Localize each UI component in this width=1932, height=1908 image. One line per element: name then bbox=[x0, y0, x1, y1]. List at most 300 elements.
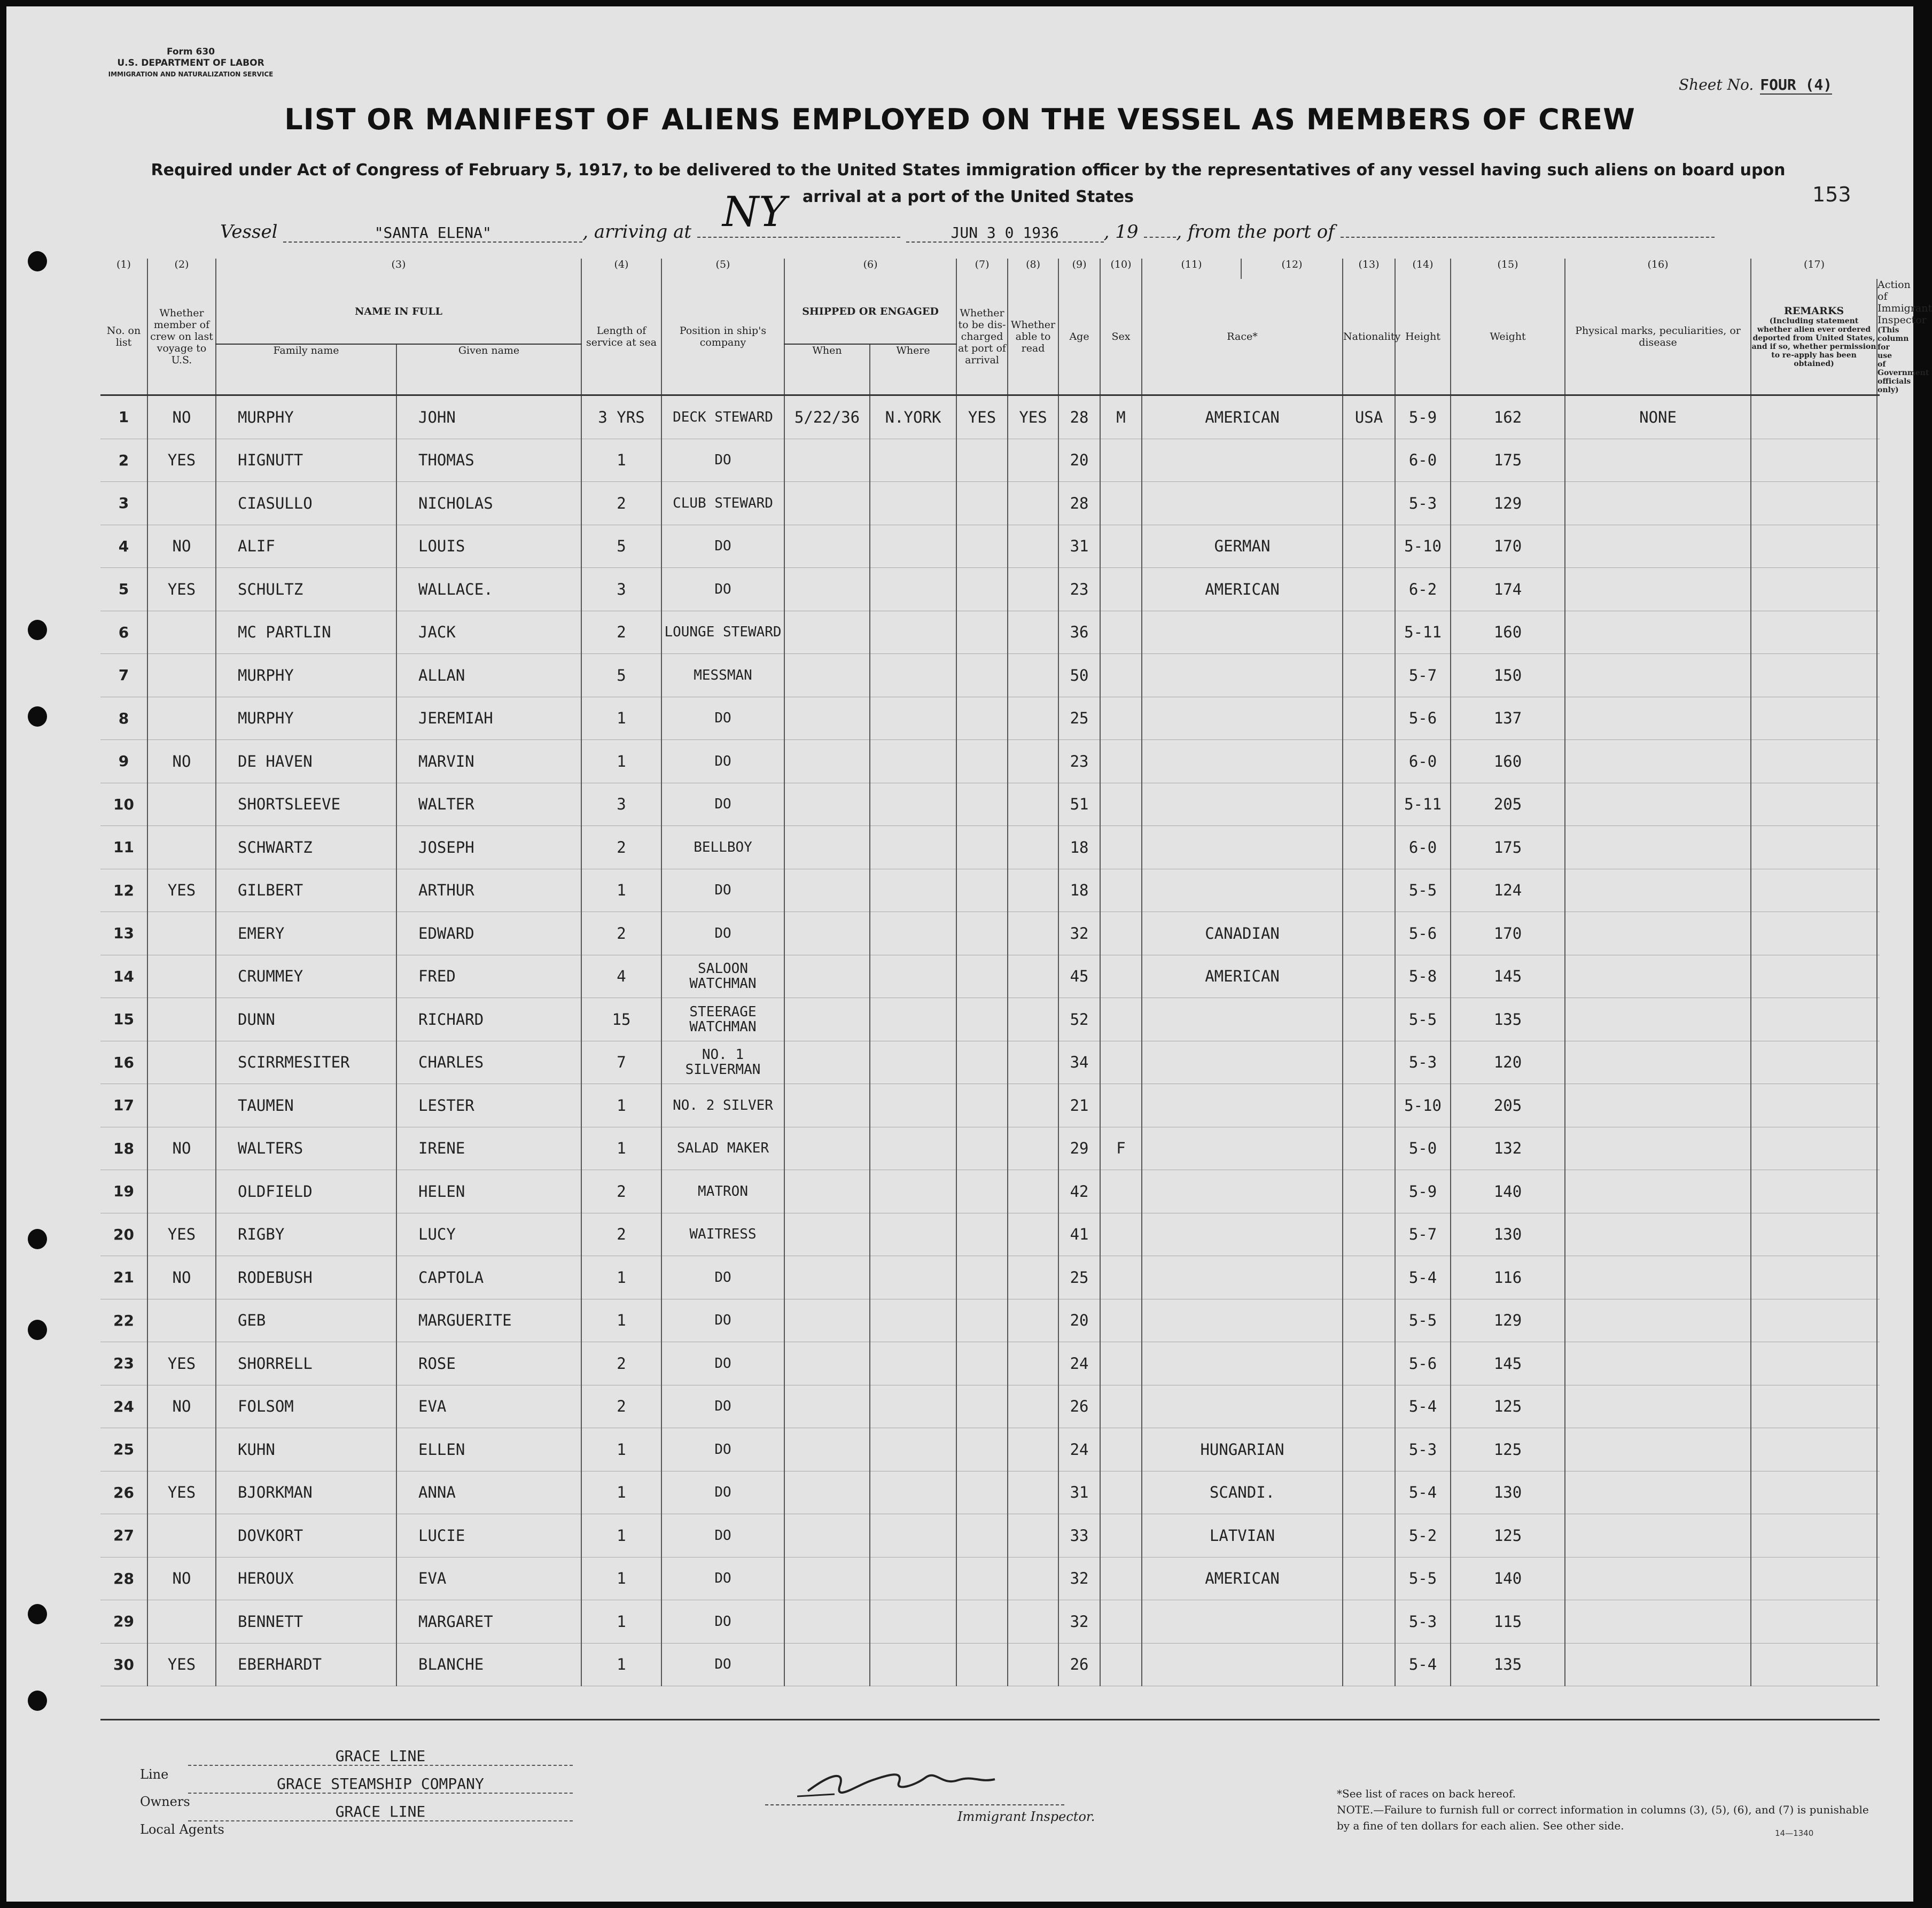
table-row bbox=[100, 1127, 1880, 1170]
weight-cell: 150 bbox=[1451, 654, 1565, 697]
position-cell: DO bbox=[661, 439, 784, 482]
length-of-service-cell: 2 bbox=[581, 482, 661, 525]
shipped-where-cell bbox=[870, 525, 956, 568]
family-name-cell: FOLSOM bbox=[216, 1385, 396, 1428]
weight-cell: 140 bbox=[1451, 1557, 1565, 1600]
age-cell: 32 bbox=[1058, 1557, 1100, 1600]
race-cell: AMERICAN bbox=[1142, 1557, 1343, 1600]
nationality-cell bbox=[1343, 1385, 1395, 1428]
previous-voyage-cell: NO bbox=[147, 395, 216, 439]
physical-marks-cell bbox=[1565, 1557, 1751, 1600]
position-cell: DO bbox=[661, 1256, 784, 1299]
column-number: (10) bbox=[1100, 259, 1142, 279]
column-number: (11) bbox=[1142, 259, 1241, 279]
weight-cell: 137 bbox=[1451, 697, 1565, 740]
race-cell bbox=[1142, 1084, 1343, 1127]
given-name-cell: HELEN bbox=[396, 1170, 581, 1213]
discharged-cell bbox=[956, 1514, 1008, 1557]
position-cell: DO bbox=[661, 783, 784, 826]
discharged-cell bbox=[956, 869, 1008, 912]
header-height: Height bbox=[1395, 279, 1451, 395]
nationality-cell bbox=[1343, 1041, 1395, 1084]
family-name-cell: BENNETT bbox=[216, 1600, 396, 1644]
length-of-service-cell: 1 bbox=[581, 1084, 661, 1127]
physical-marks-cell bbox=[1565, 482, 1751, 525]
shipped-where-cell bbox=[870, 869, 956, 912]
physical-marks-cell bbox=[1565, 654, 1751, 697]
header-remarks-title: REMARKS bbox=[1783, 305, 1844, 317]
inspector-action-cell bbox=[1877, 482, 1880, 525]
height-cell: 5-4 bbox=[1395, 1643, 1451, 1686]
previous-voyage-cell: NO bbox=[147, 525, 216, 568]
shipped-where-cell bbox=[870, 955, 956, 998]
physical-marks-cell bbox=[1565, 1299, 1751, 1342]
length-of-service-cell: 2 bbox=[581, 1385, 661, 1428]
able-to-read-cell bbox=[1008, 1084, 1058, 1127]
length-of-service-cell: 1 bbox=[581, 1600, 661, 1644]
shipped-when-cell bbox=[784, 955, 870, 998]
family-name-cell: SHORTSLEEVE bbox=[216, 783, 396, 826]
race-cell: CANADIAN bbox=[1142, 912, 1343, 955]
inspector-action-cell bbox=[1877, 1471, 1880, 1514]
shipped-where-cell bbox=[870, 1557, 956, 1600]
table-row bbox=[100, 697, 1880, 740]
line-value: GRACE LINE bbox=[188, 1747, 573, 1766]
column-number: (16) bbox=[1565, 259, 1751, 279]
able-to-read-cell bbox=[1008, 568, 1058, 611]
age-cell: 52 bbox=[1058, 998, 1100, 1041]
sex-cell bbox=[1100, 1643, 1142, 1686]
inspector-action-cell bbox=[1877, 439, 1880, 482]
race-cell bbox=[1142, 482, 1343, 525]
position-cell: DO bbox=[661, 1299, 784, 1342]
department-name: U.S. DEPARTMENT OF LABOR bbox=[117, 58, 264, 68]
age-cell: 23 bbox=[1058, 568, 1100, 611]
remarks-cell bbox=[1751, 912, 1877, 955]
shipped-when-cell bbox=[784, 912, 870, 955]
weight-cell: 175 bbox=[1451, 439, 1565, 482]
length-of-service-cell: 1 bbox=[581, 1299, 661, 1342]
shipped-when-cell bbox=[784, 1127, 870, 1170]
family-name-cell: ALIF bbox=[216, 525, 396, 568]
row-number: 8 bbox=[100, 697, 147, 740]
family-name-cell: OLDFIELD bbox=[216, 1170, 396, 1213]
punch-hole bbox=[28, 1320, 47, 1340]
previous-voyage-cell: YES bbox=[147, 568, 216, 611]
remarks-cell bbox=[1751, 1514, 1877, 1557]
position-cell: LOUNGE STEWARD bbox=[661, 611, 784, 654]
header-inspector-action bbox=[1877, 279, 1932, 395]
given-name-cell: JEREMIAH bbox=[396, 697, 581, 740]
column-number-row bbox=[100, 259, 1880, 279]
given-name-cell: MARGUERITE bbox=[396, 1299, 581, 1342]
table-bottom-rule bbox=[100, 1719, 1880, 1720]
physical-marks-cell bbox=[1565, 568, 1751, 611]
previous-voyage-cell: NO bbox=[147, 1557, 216, 1600]
row-number: 12 bbox=[100, 869, 147, 912]
header-age: Age bbox=[1058, 279, 1100, 395]
weight-cell: 145 bbox=[1451, 955, 1565, 998]
given-name-cell: LOUIS bbox=[396, 525, 581, 568]
remarks-cell bbox=[1751, 1385, 1877, 1428]
previous-voyage-cell: NO bbox=[147, 1385, 216, 1428]
height-cell: 5-11 bbox=[1395, 611, 1451, 654]
given-name-cell: LUCY bbox=[396, 1213, 581, 1256]
remarks-cell bbox=[1751, 1256, 1877, 1299]
age-cell: 26 bbox=[1058, 1385, 1100, 1428]
inspector-action-cell bbox=[1877, 1213, 1880, 1256]
nationality-cell bbox=[1343, 869, 1395, 912]
height-cell: 5-5 bbox=[1395, 869, 1451, 912]
remarks-cell bbox=[1751, 1213, 1877, 1256]
inspector-action-cell bbox=[1877, 1514, 1880, 1557]
able-to-read-cell bbox=[1008, 1170, 1058, 1213]
sex-cell bbox=[1100, 1342, 1142, 1385]
sex-cell bbox=[1100, 1471, 1142, 1514]
shipped-where-cell bbox=[870, 482, 956, 525]
table-row bbox=[100, 1256, 1880, 1299]
age-cell: 42 bbox=[1058, 1170, 1100, 1213]
previous-voyage-cell: YES bbox=[147, 1342, 216, 1385]
column-number: (1) bbox=[116, 259, 131, 270]
shipped-where-cell bbox=[870, 1385, 956, 1428]
nationality-cell bbox=[1343, 1557, 1395, 1600]
header-family-name: Family name bbox=[216, 344, 396, 395]
race-cell bbox=[1142, 1600, 1343, 1644]
row-number: 3 bbox=[100, 482, 147, 525]
remarks-cell bbox=[1751, 1127, 1877, 1170]
nationality-cell bbox=[1343, 740, 1395, 783]
able-to-read-cell bbox=[1008, 783, 1058, 826]
physical-marks-cell bbox=[1565, 1213, 1751, 1256]
sex-cell bbox=[1100, 826, 1142, 869]
weight-cell: 205 bbox=[1451, 1084, 1565, 1127]
shipped-when-cell bbox=[784, 1170, 870, 1213]
height-cell: 6-0 bbox=[1395, 826, 1451, 869]
remarks-cell bbox=[1751, 1471, 1877, 1514]
sex-cell bbox=[1100, 783, 1142, 826]
penalty-note: NOTE.—Failure to furnish full or correct information in columns (3), (5), (6), and (7) is punishable by a fine of ten dollars for each alien. See other side. bbox=[1337, 1803, 1869, 1832]
weight-cell: 174 bbox=[1451, 568, 1565, 611]
shipped-where-cell bbox=[870, 912, 956, 955]
shipped-where-cell bbox=[870, 1170, 956, 1213]
height-cell: 5-4 bbox=[1395, 1471, 1451, 1514]
race-cell bbox=[1142, 869, 1343, 912]
previous-voyage-cell bbox=[147, 1600, 216, 1644]
able-to-read-cell bbox=[1008, 998, 1058, 1041]
header-weight: Weight bbox=[1451, 279, 1565, 395]
row-number: 10 bbox=[100, 783, 147, 826]
inspector-action-cell bbox=[1877, 1170, 1880, 1213]
age-cell: 25 bbox=[1058, 697, 1100, 740]
nationality-cell bbox=[1343, 1127, 1395, 1170]
remarks-cell bbox=[1751, 482, 1877, 525]
arriving-label: , arriving at bbox=[582, 221, 692, 243]
row-number: 4 bbox=[100, 525, 147, 568]
able-to-read-cell bbox=[1008, 912, 1058, 955]
nationality-cell bbox=[1343, 1643, 1395, 1686]
header-member-last-voyage: Whether member of crew on last voyage to U.S. bbox=[147, 279, 216, 395]
inspector-action-cell bbox=[1877, 740, 1880, 783]
position-cell: STEERAGE WATCHMAN bbox=[661, 998, 784, 1041]
age-cell: 33 bbox=[1058, 1514, 1100, 1557]
header-where: Where bbox=[870, 344, 956, 395]
race-cell: LATVIAN bbox=[1142, 1514, 1343, 1557]
family-name-cell: GEB bbox=[216, 1299, 396, 1342]
length-of-service-cell: 1 bbox=[581, 1428, 661, 1471]
length-of-service-cell: 4 bbox=[581, 955, 661, 998]
shipped-when-cell bbox=[784, 1557, 870, 1600]
given-name-cell: EVA bbox=[396, 1385, 581, 1428]
shipped-when-cell bbox=[784, 1256, 870, 1299]
sex-cell bbox=[1100, 1514, 1142, 1557]
inspector-action-cell bbox=[1877, 1084, 1880, 1127]
row-number: 29 bbox=[100, 1600, 147, 1644]
length-of-service-cell: 1 bbox=[581, 697, 661, 740]
physical-marks-cell bbox=[1565, 1385, 1751, 1428]
age-cell: 18 bbox=[1058, 826, 1100, 869]
height-cell: 5-3 bbox=[1395, 1041, 1451, 1084]
length-of-service-cell: 2 bbox=[581, 826, 661, 869]
weight-cell: 116 bbox=[1451, 1256, 1565, 1299]
sex-cell bbox=[1100, 1385, 1142, 1428]
length-of-service-cell: 3 YRS bbox=[581, 395, 661, 439]
physical-marks-cell bbox=[1565, 826, 1751, 869]
height-cell: 5-3 bbox=[1395, 1600, 1451, 1644]
table-row bbox=[100, 1600, 1880, 1644]
race-cell bbox=[1142, 998, 1343, 1041]
weight-cell: 132 bbox=[1451, 1127, 1565, 1170]
shipped-where-cell bbox=[870, 654, 956, 697]
able-to-read-cell bbox=[1008, 1342, 1058, 1385]
family-name-cell: SCHULTZ bbox=[216, 568, 396, 611]
row-number: 23 bbox=[100, 1342, 147, 1385]
weight-cell: 160 bbox=[1451, 740, 1565, 783]
length-of-service-cell: 1 bbox=[581, 1471, 661, 1514]
discharged-cell bbox=[956, 1600, 1008, 1644]
discharged-cell bbox=[956, 439, 1008, 482]
table-row bbox=[100, 1643, 1880, 1686]
column-number: (2) bbox=[147, 259, 216, 279]
race-cell bbox=[1142, 1256, 1343, 1299]
family-name-cell: DUNN bbox=[216, 998, 396, 1041]
sex-cell: F bbox=[1100, 1127, 1142, 1170]
position-cell: DO bbox=[661, 697, 784, 740]
sex-cell bbox=[1100, 955, 1142, 998]
punch-hole bbox=[28, 1604, 47, 1624]
nationality-cell bbox=[1343, 998, 1395, 1041]
family-name-cell: EMERY bbox=[216, 912, 396, 955]
sex-cell bbox=[1100, 1557, 1142, 1600]
previous-voyage-cell: NO bbox=[147, 1256, 216, 1299]
row-number: 14 bbox=[100, 955, 147, 998]
row-number: 21 bbox=[100, 1256, 147, 1299]
height-cell: 6-2 bbox=[1395, 568, 1451, 611]
height-cell: 5-7 bbox=[1395, 1213, 1451, 1256]
discharged-cell bbox=[956, 1428, 1008, 1471]
previous-voyage-cell bbox=[147, 998, 216, 1041]
able-to-read-cell bbox=[1008, 439, 1058, 482]
shipped-where-cell bbox=[870, 1514, 956, 1557]
table-row bbox=[100, 482, 1880, 525]
remarks-cell bbox=[1751, 525, 1877, 568]
vessel-line bbox=[220, 221, 1715, 243]
previous-voyage-cell bbox=[147, 611, 216, 654]
sex-cell bbox=[1100, 525, 1142, 568]
row-number: 26 bbox=[100, 1471, 147, 1514]
table-row bbox=[100, 826, 1880, 869]
height-cell: 5-10 bbox=[1395, 525, 1451, 568]
column-number: (15) bbox=[1451, 259, 1565, 279]
inspector-action-cell bbox=[1877, 654, 1880, 697]
header-position: Position in ship's company bbox=[661, 279, 784, 395]
local-agents-label: Local Agents bbox=[140, 1822, 224, 1837]
height-cell: 5-2 bbox=[1395, 1514, 1451, 1557]
shipped-when-cell bbox=[784, 525, 870, 568]
age-cell: 34 bbox=[1058, 1041, 1100, 1084]
inspector-action-cell bbox=[1877, 783, 1880, 826]
table-row bbox=[100, 1342, 1880, 1385]
previous-voyage-cell bbox=[147, 482, 216, 525]
previous-voyage-cell: NO bbox=[147, 740, 216, 783]
remarks-cell bbox=[1751, 395, 1877, 439]
discharged-cell bbox=[956, 611, 1008, 654]
position-cell: DO bbox=[661, 568, 784, 611]
discharged-cell bbox=[956, 1041, 1008, 1084]
table-row bbox=[100, 1428, 1880, 1471]
table-row bbox=[100, 439, 1880, 482]
discharged-cell bbox=[956, 1127, 1008, 1170]
form-code: 14—1340 bbox=[1775, 1828, 1814, 1838]
previous-voyage-cell bbox=[147, 912, 216, 955]
race-cell bbox=[1142, 611, 1343, 654]
height-cell: 5-4 bbox=[1395, 1256, 1451, 1299]
able-to-read-cell bbox=[1008, 1256, 1058, 1299]
previous-voyage-cell: YES bbox=[147, 1471, 216, 1514]
race-cell bbox=[1142, 1643, 1343, 1686]
sheet-number bbox=[1679, 76, 1832, 94]
able-to-read-cell bbox=[1008, 869, 1058, 912]
row-number: 13 bbox=[100, 912, 147, 955]
page-title: LIST OR MANIFEST OF ALIENS EMPLOYED ON THE VESSEL AS MEMBERS OF CREW bbox=[284, 103, 1635, 136]
height-cell: 5-5 bbox=[1395, 998, 1451, 1041]
position-cell: NO. 1 SILVERMAN bbox=[661, 1041, 784, 1084]
weight-cell: 125 bbox=[1451, 1428, 1565, 1471]
remarks-cell bbox=[1751, 826, 1877, 869]
shipped-when-cell bbox=[784, 1041, 870, 1084]
age-cell: 20 bbox=[1058, 439, 1100, 482]
position-cell: NO. 2 SILVER bbox=[661, 1084, 784, 1127]
family-name-cell: MURPHY bbox=[216, 395, 396, 439]
column-number: (3) bbox=[216, 259, 581, 279]
able-to-read-cell bbox=[1008, 826, 1058, 869]
row-number: 19 bbox=[100, 1170, 147, 1213]
discharged-cell: YES bbox=[956, 395, 1008, 439]
family-name-cell: MC PARTLIN bbox=[216, 611, 396, 654]
previous-voyage-cell: YES bbox=[147, 1213, 216, 1256]
discharged-cell bbox=[956, 654, 1008, 697]
physical-marks-cell bbox=[1565, 611, 1751, 654]
nationality-cell bbox=[1343, 1170, 1395, 1213]
physical-marks-cell bbox=[1565, 1127, 1751, 1170]
previous-voyage-cell: YES bbox=[147, 1643, 216, 1686]
header-nationality: Nationality bbox=[1343, 279, 1395, 395]
shipped-when-cell bbox=[784, 482, 870, 525]
family-name-cell: CIASULLO bbox=[216, 482, 396, 525]
family-name-cell: KUHN bbox=[216, 1428, 396, 1471]
table-row bbox=[100, 783, 1880, 826]
weight-cell: 170 bbox=[1451, 525, 1565, 568]
shipped-where-cell bbox=[870, 1471, 956, 1514]
position-cell: DO bbox=[661, 1514, 784, 1557]
header-name-in-full: NAME IN FULL bbox=[216, 279, 581, 344]
service-name: IMMIGRATION AND NATURALIZATION SERVICE bbox=[108, 71, 274, 78]
remarks-cell bbox=[1751, 998, 1877, 1041]
inspector-action-cell bbox=[1877, 1299, 1880, 1342]
table-row bbox=[100, 955, 1880, 998]
punch-hole bbox=[28, 706, 47, 727]
discharged-cell bbox=[956, 1643, 1008, 1686]
shipped-when-cell bbox=[784, 654, 870, 697]
physical-marks-cell bbox=[1565, 1514, 1751, 1557]
column-number: (9) bbox=[1058, 259, 1100, 279]
shipped-when-cell bbox=[784, 1385, 870, 1428]
length-of-service-cell: 7 bbox=[581, 1041, 661, 1084]
discharged-cell bbox=[956, 912, 1008, 955]
shipped-when-cell bbox=[784, 1084, 870, 1127]
length-of-service-cell: 1 bbox=[581, 439, 661, 482]
length-of-service-cell: 1 bbox=[581, 740, 661, 783]
sheet-number-value: FOUR (4) bbox=[1760, 76, 1833, 94]
height-cell: 5-0 bbox=[1395, 1127, 1451, 1170]
row-number: 11 bbox=[100, 826, 147, 869]
shipped-when-cell bbox=[784, 740, 870, 783]
physical-marks-cell bbox=[1565, 439, 1751, 482]
length-of-service-cell: 1 bbox=[581, 1643, 661, 1686]
shipped-where-cell bbox=[870, 998, 956, 1041]
inspector-action-cell bbox=[1877, 568, 1880, 611]
weight-cell: 135 bbox=[1451, 998, 1565, 1041]
shipped-when-cell bbox=[784, 568, 870, 611]
table-row bbox=[100, 525, 1880, 568]
length-of-service-cell: 2 bbox=[581, 912, 661, 955]
discharged-cell bbox=[956, 998, 1008, 1041]
age-cell: 21 bbox=[1058, 1084, 1100, 1127]
header-sex: Sex bbox=[1100, 279, 1142, 395]
shipped-where-cell bbox=[870, 568, 956, 611]
punch-hole bbox=[28, 620, 47, 640]
shipped-when-cell: 5/22/36 bbox=[784, 395, 870, 439]
year-field bbox=[1144, 237, 1176, 238]
remarks-cell bbox=[1751, 955, 1877, 998]
shipped-when-cell bbox=[784, 439, 870, 482]
given-name-cell: ARTHUR bbox=[396, 869, 581, 912]
able-to-read-cell bbox=[1008, 1471, 1058, 1514]
sex-cell bbox=[1100, 1041, 1142, 1084]
age-cell: 32 bbox=[1058, 912, 1100, 955]
given-name-cell: IRENE bbox=[396, 1127, 581, 1170]
race-cell: AMERICAN bbox=[1142, 568, 1343, 611]
crew-rows bbox=[100, 395, 1880, 1686]
inspector-action-cell bbox=[1877, 697, 1880, 740]
year-label: , 19 bbox=[1103, 221, 1139, 243]
able-to-read-cell bbox=[1008, 1041, 1058, 1084]
family-name-cell: EBERHARDT bbox=[216, 1643, 396, 1686]
table-row bbox=[100, 740, 1880, 783]
length-of-service-cell: 2 bbox=[581, 1213, 661, 1256]
date-stamp: JUN 3 0 1936 bbox=[906, 224, 1104, 243]
header-physical-marks: Physical marks, peculiarities, or disease bbox=[1565, 279, 1751, 395]
